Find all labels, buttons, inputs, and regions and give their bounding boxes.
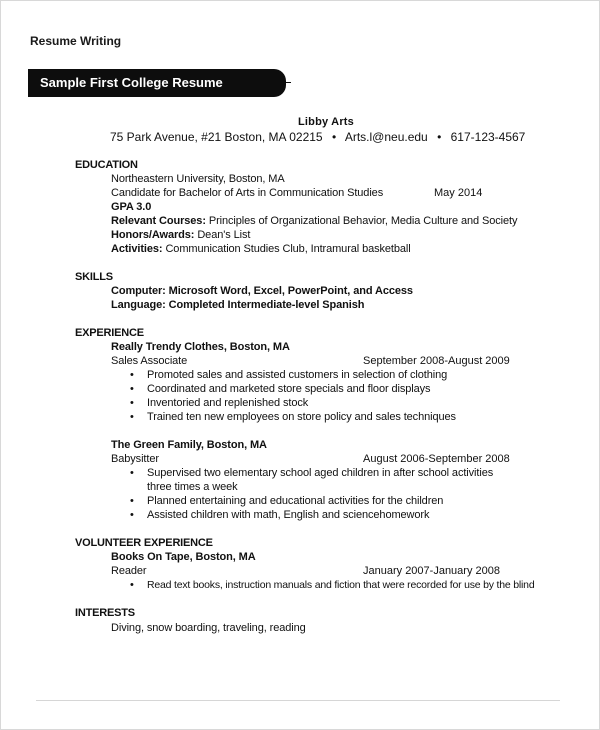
activities-value: Communication Studies Club, Intramural basketball	[165, 243, 411, 255]
interests-heading: INTERESTS	[75, 607, 135, 619]
contact-separator: •	[437, 130, 442, 144]
volunteer-dates: January 2007-January 2008	[363, 565, 500, 577]
bullet-icon: •	[130, 495, 134, 507]
courses-value: Principles of Organizational Behavior, Media Culture and Society	[208, 215, 518, 227]
education-courses	[111, 215, 517, 227]
job-bullet: Supervised two elementary school aged children in after school activities	[147, 467, 494, 479]
job-bullet-continuation: three times a week	[147, 481, 238, 493]
activities-label: Activities:	[111, 243, 163, 255]
contact-line	[110, 130, 525, 144]
job-bullet: Promoted sales and assisted customers in selection of clothing	[147, 369, 448, 381]
volunteer-org: Books On Tape, Boston, MA	[111, 551, 256, 563]
job-title: Sales Associate	[111, 355, 188, 367]
bullet-icon: •	[130, 509, 134, 521]
job-dates: September 2008-August 2009	[363, 355, 510, 367]
job-title: Babysitter	[111, 453, 159, 465]
honors-value: Dean's List	[197, 229, 251, 241]
education-date: May 2014	[434, 187, 483, 199]
job-employer: Really Trendy Clothes, Boston, MA	[111, 341, 290, 353]
job-employer: The Green Family, Boston, MA	[111, 439, 267, 451]
contact-phone: 617-123-4567	[450, 130, 526, 144]
education-heading: EDUCATION	[75, 159, 138, 171]
experience-heading: EXPERIENCE	[75, 327, 144, 339]
job-bullet: Assisted children with math, English and sciencehomework	[147, 509, 430, 521]
bullet-icon: •	[130, 369, 134, 381]
job-bullet: Inventoried and replenished stock	[147, 397, 309, 409]
bullet-icon: •	[130, 467, 134, 479]
education-activities	[111, 243, 411, 255]
education-honors	[111, 229, 250, 241]
resume-name: Libby Arts	[298, 116, 354, 128]
contact-address: 75 Park Avenue, #21 Boston, MA 02215	[110, 130, 323, 144]
job-bullet: Trained ten new employees on store policy and sales techniques	[147, 411, 456, 423]
bullet-icon: •	[130, 383, 134, 395]
interests-text: Diving, snow boarding, traveling, reading	[111, 622, 306, 634]
header-label: Resume Writing	[30, 34, 122, 48]
skills-computer: Computer: Microsoft Word, Excel, PowerPoint, and Access	[111, 285, 413, 297]
bullet-icon: •	[130, 579, 134, 591]
education-gpa: GPA 3.0	[111, 201, 152, 213]
honors-label: Honors/Awards:	[111, 229, 195, 241]
skills-heading: SKILLS	[75, 271, 113, 283]
job-bullet: Coordinated and marketed store specials and floor displays	[147, 383, 431, 395]
contact-email: Arts.l@neu.edu	[344, 130, 428, 144]
courses-label: Relevant Courses:	[111, 215, 206, 227]
bullet-icon: •	[130, 411, 134, 423]
footer-rule	[36, 700, 560, 701]
banner-tick	[284, 82, 291, 83]
skills-language: Language: Completed Intermediate-level Spanish	[111, 299, 365, 311]
education-school: Northeastern University, Boston, MA	[111, 173, 285, 185]
job-dates: August 2006-September 2008	[363, 453, 510, 465]
volunteer-heading: VOLUNTEER EXPERIENCE	[75, 537, 213, 549]
volunteer-bullet: Read text books, instruction manuals and fiction that were recorded for use by the blind	[147, 579, 535, 591]
volunteer-title: Reader	[111, 565, 147, 577]
banner-title: Sample First College Resume	[40, 75, 223, 90]
job-bullet: Planned entertaining and educational activities for the children	[147, 495, 444, 507]
contact-separator: •	[331, 130, 337, 144]
bullet-icon: •	[130, 397, 134, 409]
education-degree: Candidate for Bachelor of Arts in Communication Studies	[111, 187, 384, 199]
